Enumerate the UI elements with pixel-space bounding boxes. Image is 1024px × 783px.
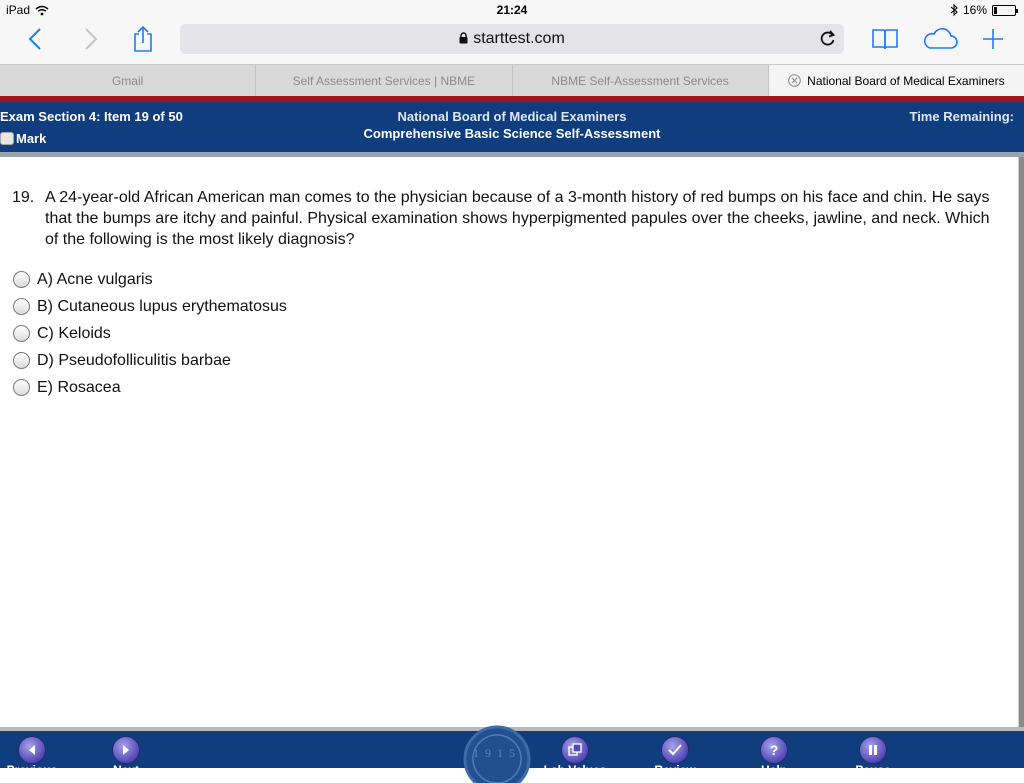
exam-title: National Board of Medical Examiners xyxy=(397,109,627,124)
choice-label[interactable]: C) Keloids xyxy=(37,324,111,342)
scrollbar[interactable] xyxy=(1018,157,1024,727)
back-icon[interactable] xyxy=(22,24,48,54)
pause-icon xyxy=(868,744,878,756)
lab-values-button[interactable] xyxy=(561,736,589,764)
exam-header xyxy=(0,102,1024,152)
lab-values-icon xyxy=(568,743,582,757)
next-button[interactable] xyxy=(112,736,140,764)
status-bar xyxy=(0,0,1024,20)
tab-label: National Board of Medical Examiners xyxy=(807,73,1005,88)
tab-label: NBME Self-Assessment Services xyxy=(551,73,729,88)
browser-toolbar xyxy=(0,20,1024,64)
help-icon xyxy=(768,743,780,757)
battery-percent: 16% xyxy=(962,3,987,17)
choice-b[interactable] xyxy=(13,293,287,320)
checkmark-icon xyxy=(668,744,682,756)
svg-text:?: ? xyxy=(769,742,779,758)
url-text: starttest.com xyxy=(473,30,565,47)
radio-button[interactable] xyxy=(13,379,30,396)
bookmarks-icon[interactable] xyxy=(868,24,902,54)
previous-label[interactable]: Previous xyxy=(6,763,58,777)
choice-a[interactable] xyxy=(13,266,287,293)
radio-button[interactable] xyxy=(13,298,30,315)
choice-label[interactable]: D) Pseudofolliculitis barbae xyxy=(37,351,231,369)
choice-label[interactable]: E) Rosacea xyxy=(37,378,121,396)
new-tab-icon[interactable] xyxy=(980,24,1006,54)
icloud-tabs-icon[interactable] xyxy=(920,24,960,54)
lock-icon xyxy=(459,31,468,49)
status-right xyxy=(950,3,1016,17)
share-icon[interactable] xyxy=(128,24,158,54)
close-tab-icon[interactable] xyxy=(788,74,801,87)
bluetooth-icon xyxy=(950,4,958,16)
battery-fill xyxy=(994,7,997,14)
help-button[interactable] xyxy=(760,736,788,764)
seal-year: 1915 xyxy=(473,746,521,760)
tab-self-assessment-services[interactable] xyxy=(256,65,512,96)
review-label[interactable]: Review xyxy=(654,763,696,777)
forward-icon[interactable] xyxy=(78,24,104,54)
url-display xyxy=(180,30,844,49)
choice-c[interactable] xyxy=(13,320,287,347)
question-panel xyxy=(0,157,1018,727)
answer-choices xyxy=(13,266,287,401)
pause-label[interactable]: Pause xyxy=(855,763,891,777)
bottom-nav xyxy=(0,731,1024,777)
previous-button[interactable] xyxy=(18,736,46,764)
battery-icon xyxy=(992,5,1016,16)
clock: 21:24 xyxy=(496,3,528,17)
address-bar[interactable] xyxy=(180,24,844,54)
choice-e[interactable] xyxy=(13,374,287,401)
choice-label[interactable]: A) Acne vulgaris xyxy=(37,270,153,288)
item-counter: Exam Section 4: Item 19 of 50 xyxy=(0,109,183,124)
radio-button[interactable] xyxy=(13,325,30,342)
review-button[interactable] xyxy=(661,736,689,764)
mark-label: Mark xyxy=(16,131,47,146)
question-text: A 24-year-old African American man comes to the physician because of a 3-month history of red bumps on his face and chin. He says that the bumps are itchy and painful. Physical examination shows hyperpigmented papules over the cheeks, jawline, and neck. Which of the following is the most likely diagnosis? xyxy=(45,189,990,248)
tab-national-board[interactable] xyxy=(769,65,1024,96)
tab-label: Gmail xyxy=(111,73,144,88)
tab-gmail[interactable] xyxy=(0,65,256,96)
exam-subtitle: Comprehensive Basic Science Self-Assessment xyxy=(363,126,661,141)
choice-label[interactable]: B) Cutaneous lupus erythematosus xyxy=(37,297,287,315)
radio-button[interactable] xyxy=(13,352,30,369)
choice-d[interactable] xyxy=(13,347,287,374)
next-label[interactable]: Next xyxy=(112,763,139,777)
lab-values-label[interactable]: Lab Values xyxy=(543,763,607,777)
pause-button[interactable] xyxy=(859,736,887,764)
time-remaining: Time Remaining: xyxy=(909,109,1014,124)
device-name: iPad xyxy=(6,3,31,17)
tab-bar xyxy=(0,64,1024,96)
reload-icon[interactable] xyxy=(820,29,836,52)
help-label[interactable]: Help xyxy=(760,763,787,777)
tab-label: Self Assessment Services | NBME xyxy=(292,73,476,88)
tab-nbme-self-assessment[interactable] xyxy=(513,65,769,96)
question-stem xyxy=(12,187,1002,250)
question-number: 19. xyxy=(12,189,35,206)
radio-button[interactable] xyxy=(13,271,30,288)
